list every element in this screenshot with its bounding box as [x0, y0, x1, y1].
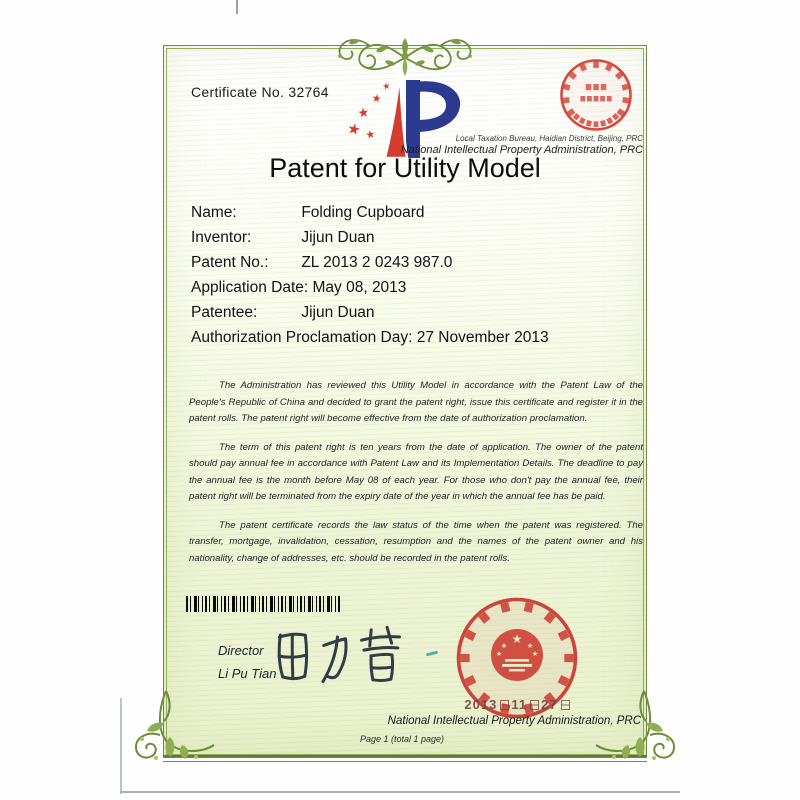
- field-row-application-date: [191, 279, 631, 304]
- cjk-day-glyph: [561, 700, 570, 710]
- cjk-month-glyph: [530, 700, 539, 710]
- field-label: Authorization Proclamation Day:: [191, 329, 413, 346]
- fields-section: [191, 204, 631, 354]
- svg-text:★: ★: [495, 650, 503, 658]
- svg-text:★: ★: [500, 642, 508, 650]
- field-value: ZL 2013 2 0243 987.0: [301, 254, 453, 271]
- field-value: Jijun Duan: [301, 304, 375, 321]
- certificate-title: Patent for Utility Model: [269, 153, 541, 183]
- barcode: [186, 596, 341, 612]
- svg-text:★: ★: [356, 105, 371, 122]
- field-value: Folding Cupboard: [301, 204, 425, 221]
- national-emblem: [491, 629, 543, 681]
- page-note: Page 1 (total 1 page): [360, 734, 445, 744]
- issuer-line-small: Local Taxation Bureau, Haidian District, Beijing, PRC: [455, 134, 643, 143]
- seal-date-day: 27: [541, 697, 558, 712]
- field-row-patent-no: [191, 254, 631, 279]
- svg-text:★: ★: [364, 127, 377, 142]
- flourish-bottom-left-icon: [128, 687, 220, 763]
- logo-stars: [346, 81, 392, 141]
- field-label: Patentee:: [191, 304, 258, 321]
- frame-bottom-bar: [163, 755, 647, 762]
- director-label: Director: [218, 643, 264, 658]
- field-label: Patent No.:: [191, 254, 269, 271]
- scan-artifact-bottom: [120, 791, 680, 793]
- field-row-authorization-day: [191, 329, 631, 354]
- field-label: Application Date:: [191, 279, 309, 296]
- pen-mark: [426, 651, 438, 657]
- seal-date: [447, 697, 589, 712]
- svg-text:★: ★: [526, 642, 534, 650]
- field-row-inventor: [191, 229, 631, 254]
- field-value: Jijun Duan: [301, 229, 375, 246]
- director-signature: [273, 620, 405, 688]
- scan-artifact-top: [236, 0, 238, 14]
- seal-date-year: 2013: [464, 697, 498, 712]
- legal-paragraph-1: The Administration has reviewed this Utility Model in accordance with the Patent Law of the People's Republic of China and decided to grant the patent right, issue this certificate and register it in the patent rolls. The patent right will become effective from the date of authorization proclamation.: [189, 380, 643, 424]
- svg-text:★: ★: [345, 118, 363, 140]
- seal-date-month: 11: [511, 697, 528, 712]
- svg-text:★: ★: [511, 632, 523, 646]
- tax-stamp-seal: [556, 55, 636, 135]
- field-row-patentee: [191, 304, 631, 329]
- field-value: May 08, 2013: [312, 279, 407, 296]
- svg-text:★: ★: [381, 81, 392, 93]
- legal-paragraphs: [189, 378, 643, 579]
- footer-issuer: National Intellectual Property Administration, PRC: [387, 715, 641, 727]
- field-row-name: [191, 204, 631, 229]
- field-label: Name:: [191, 204, 237, 221]
- certificate-number: Certificate No. 32764: [191, 84, 329, 100]
- director-block: [218, 643, 276, 689]
- scan-artifact-left: [120, 698, 122, 794]
- certificate-frame: [163, 45, 647, 758]
- field-value: 27 November 2013: [416, 329, 549, 346]
- svg-text:★: ★: [531, 650, 539, 658]
- director-name: Li Pu Tian: [218, 666, 277, 681]
- svg-text:★: ★: [370, 91, 383, 106]
- legal-paragraph-2: The term of this patent right is ten years from the date of application. The owner of the patent should pay annual fee in accordance with Patent Law and its Implementation Details. The deadline to pay the annual fee is the month before May 08 of each year. For those who don't pay the annual fee, their patent right will be terminated from the expiry date of the year in which the annual fee has be paid.: [189, 441, 643, 502]
- issuer-line-main: National Intellectual Property Administration, PRC: [400, 144, 643, 156]
- cjk-year-glyph: [500, 700, 509, 710]
- field-label: Inventor:: [191, 229, 252, 246]
- legal-paragraph-3: The patent certificate records the law status of the time when the patent was registered. The transfer, mortgage, invalidation, cessation, resumption and the names of the patent owner and his nationality, change of addresses, etc. should be recorded in the patent rolls.: [189, 519, 643, 564]
